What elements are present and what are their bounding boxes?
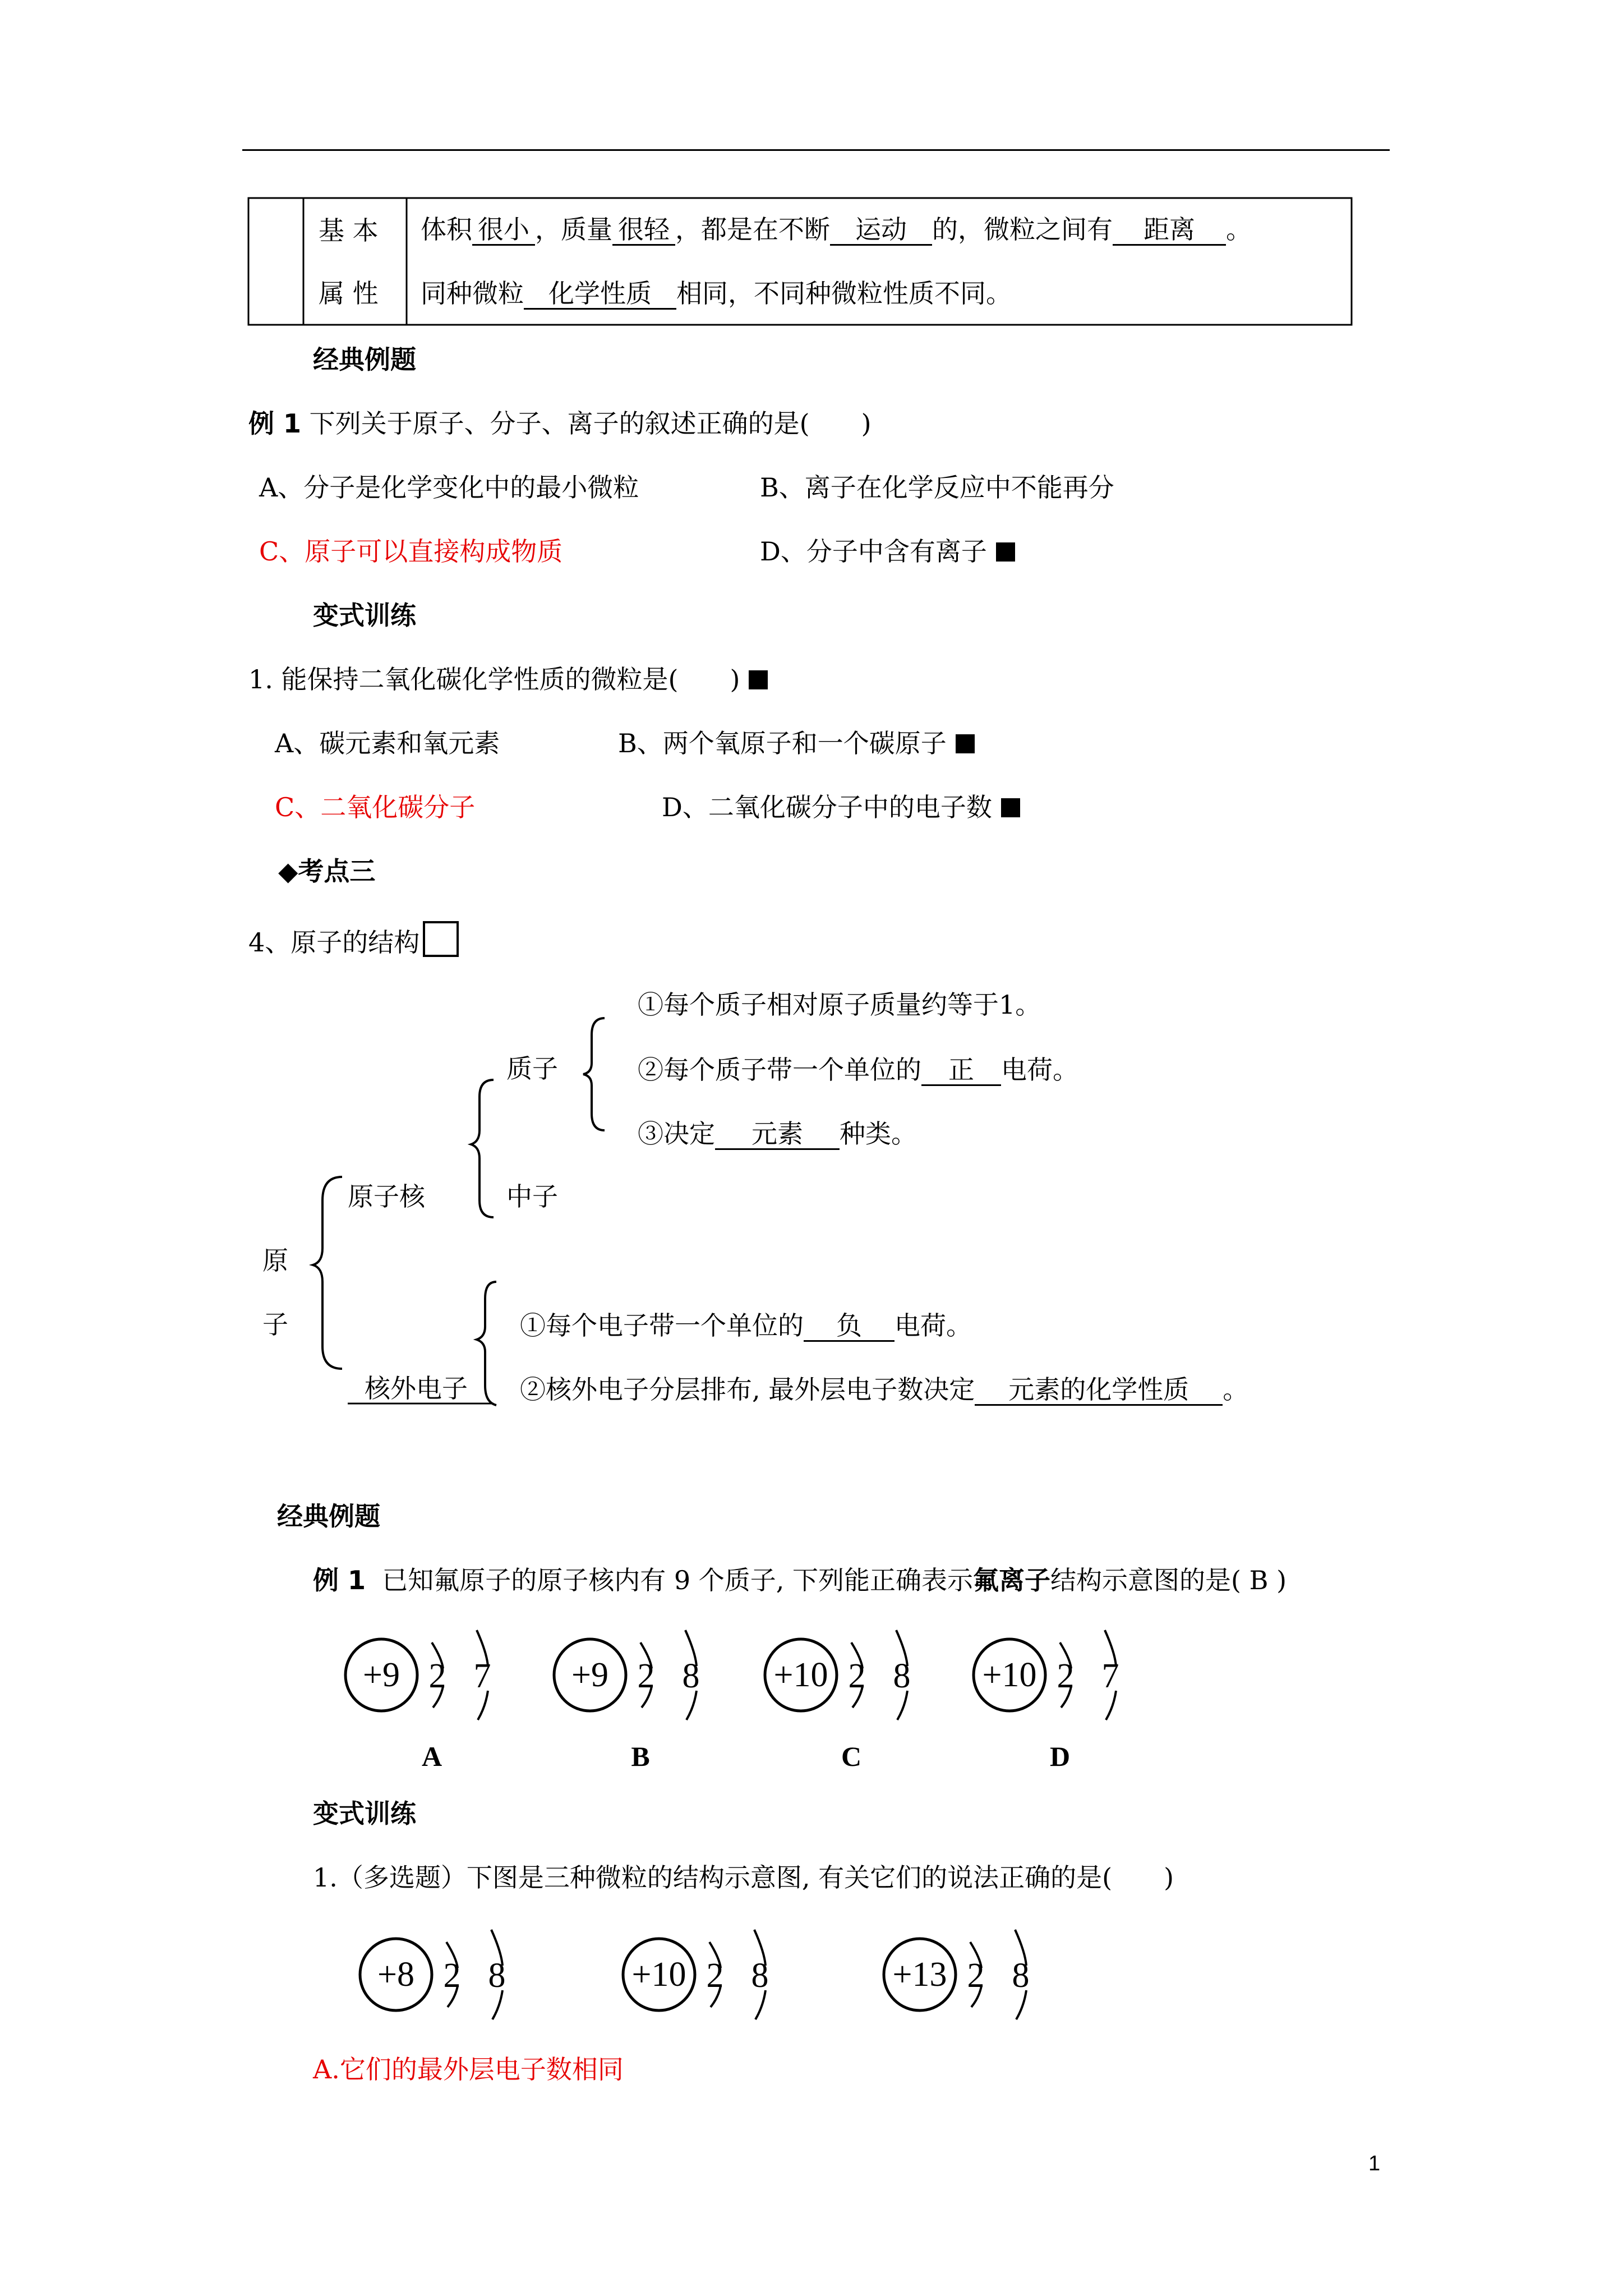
nucleus-charge: +10 [982,1656,1037,1694]
blank-answer: 元素的化学性质 [975,1375,1223,1406]
option-b-text: B、两个氧原子和一个碳原子 [618,728,947,758]
shell-arc [897,1691,907,1720]
square-mark-icon [1001,798,1020,817]
blank-answer: 正 [921,1056,1001,1086]
blank-answer: 距离 [1113,215,1226,246]
shell-arc [755,1990,766,2019]
text: ，质量 [535,214,612,245]
proton-line-3 [638,1120,917,1150]
blank-answer: 很轻 [612,215,675,246]
option-b [618,730,975,756]
nucleus-charge: +9 [363,1656,400,1694]
option-label: B [631,1741,650,1772]
shell-arc [640,1642,652,1668]
shell-electrons: 2 [1057,1657,1075,1695]
option-d [662,794,1020,820]
nucleus-charge: +10 [773,1656,828,1694]
option-c-answer: C、二氧化碳分子 [275,792,476,822]
shell-arc [1061,1686,1071,1708]
nucleus-charge: +9 [571,1656,608,1694]
nucleus-charge: +10 [631,1955,686,1994]
text: 体积 [421,214,472,245]
shell-arc [685,1630,697,1666]
atom-diagram [554,1630,700,1772]
question [248,408,872,439]
section-heading: 变式训练 [313,1798,416,1829]
nucleus-circle [345,1639,417,1711]
text: 。 [1226,214,1252,245]
option-a: A、分子是化学变化中的最小微粒 [259,472,639,503]
empty-box-icon [423,921,459,957]
shell-arc [896,1630,907,1666]
table-label-line2: 属 性 [319,278,379,309]
atom-diagram [623,1930,769,2019]
atom-diagram [765,1630,911,1772]
blank-answer: 运动 [830,215,932,246]
structure-title [248,921,459,957]
shell-arc [432,1642,443,1668]
shell-electrons: 2 [637,1657,655,1695]
option-d [760,536,1015,567]
shell-arc [1016,1990,1026,2019]
nucleus-circle [884,1939,956,2010]
shell-electrons: 2 [967,1957,985,1995]
shell-electrons: 8 [1012,1957,1030,1995]
text: ②核外电子分层排布, 最外层电子数决定 [520,1374,975,1405]
shell-electrons: 7 [1101,1657,1119,1695]
text: ，都是在不断 [675,214,830,245]
shell-arc [1105,1630,1116,1666]
question-text: 已知氟原子的原子核内有 9 个质子, 下列能正确表示 [382,1565,974,1595]
atom-label-1: 原 [262,1245,288,1276]
square-mark-icon [996,542,1015,562]
nucleus-circle [360,1939,432,2010]
section-heading: 变式训练 [313,600,416,631]
proton-line-2 [638,1056,1078,1086]
text: 电荷。 [1001,1055,1078,1085]
question: 1.（多选题）下图是三种微粒的结构示意图, 有关它们的说法正确的是( ) [313,1862,1174,1893]
electron-label: 核外电子 [365,1373,468,1404]
shell-electrons: 7 [473,1657,491,1695]
option-d-text: D、二氧化碳分子中的电子数 [662,792,992,822]
structure-title-text: 4、原子的结构 [248,927,420,958]
question-label: 例 1 [313,1565,366,1595]
neutron-label: 中子 [506,1181,558,1212]
shell-electrons: 2 [706,1957,724,1995]
text: 同种微粒 [421,278,524,309]
nucleus-circle [554,1639,626,1711]
atom-diagram [884,1930,1030,2019]
option-b: B、离子在化学反应中不能再分 [760,472,1114,503]
shell-electrons: 8 [893,1657,911,1695]
blank-answer: 负 [804,1312,895,1342]
option-a-answer: A.它们的最外层电子数相同 [313,2054,624,2085]
text: ①每个电子带一个单位的 [520,1310,804,1341]
shell-arc [433,1686,443,1708]
nucleus-charge: +8 [377,1955,414,1994]
shell-arc [709,1942,721,1968]
shell-arc [491,1930,502,1966]
shell-arc [446,1942,458,1968]
blank-answer: 很小 [472,215,535,246]
shell-arc [642,1686,652,1708]
shell-arc [1060,1642,1071,1668]
nucleus-charge: +13 [892,1955,947,1994]
question-label: 例 1 [248,408,302,439]
proton-label: 质子 [506,1053,558,1084]
option-c-answer: C、原子可以直接构成物质 [259,536,563,567]
page-number: 1 [1368,2152,1381,2175]
question-emphasis: 氟离子 [973,1565,1051,1595]
option-label: A [421,1741,442,1772]
header-rule [242,149,1390,151]
section-heading: 经典例题 [313,344,416,375]
nucleus-circle [765,1639,837,1711]
text: ③决定 [638,1119,715,1149]
blank-answer: 化学性质 [524,279,676,310]
shell-arc [754,1930,766,1966]
question [248,666,768,692]
shell-arc [448,1986,458,2007]
nucleus-label: 原子核 [348,1181,425,1212]
electron-line-1 [520,1312,972,1342]
shell-arc [478,1691,488,1720]
question-text: 结构示意图的是( [1050,1565,1241,1595]
section-heading: 经典例题 [277,1501,380,1531]
question-answer: B [1249,1565,1269,1595]
question-text: ) [1276,1565,1287,1595]
text: 电荷。 [895,1310,972,1341]
option-d-text: D、分子中含有离子 [760,536,987,567]
kaodian-heading: ◆考点三 [278,856,376,886]
shell-arc [970,1942,981,1968]
option-label: D [1049,1741,1071,1772]
option-label: C [841,1741,862,1772]
atom-diagram [974,1630,1119,1772]
shell-arc [852,1686,863,1708]
question-text: 下列关于原子、分子、离子的叙述正确的是( ) [309,408,872,439]
text: 。 [1223,1374,1249,1405]
table-row-2 [421,279,1012,310]
text: 相同，不同种微粒性质不同。 [676,278,1012,309]
nucleus-circle [623,1939,695,2010]
text: ②每个质子带一个单位的 [638,1055,921,1085]
nucleus-circle [974,1639,1045,1711]
shell-arc [971,1986,981,2007]
proton-line-1: ①每个质子相对原子质量约等于1。 [638,990,1041,1020]
shell-arc [686,1691,697,1720]
shell-electrons: 2 [428,1657,446,1695]
atom-label-2: 子 [262,1309,288,1340]
shell-arc [477,1630,488,1666]
atom-diagram [360,1930,506,2019]
shell-arc [711,1986,721,2007]
question [313,1567,1287,1593]
square-mark-icon [749,670,768,689]
shell-arc [851,1642,863,1668]
blank-answer: 元素 [715,1120,840,1150]
atom-diagram [345,1630,491,1772]
table-row-1 [421,215,1252,246]
shell-arc [492,1990,502,2019]
shell-arc [1106,1691,1116,1720]
shell-arc [1015,1930,1026,1966]
option-a: A、碳元素和氧元素 [275,728,500,758]
text: 的，微粒之间有 [932,214,1113,245]
shell-electrons: 2 [848,1657,866,1695]
shell-electrons: 2 [443,1957,461,1995]
shell-electrons: 8 [488,1957,506,1995]
electron-line-2 [520,1375,1248,1406]
text: 种类。 [840,1119,917,1149]
square-mark-icon [956,734,975,753]
shell-electrons: 8 [751,1957,769,1995]
question-text: 1. 能保持二氧化碳化学性质的微粒是( ) [248,664,740,694]
shell-electrons: 8 [682,1657,700,1695]
table-label-line1: 基 本 [319,215,379,246]
